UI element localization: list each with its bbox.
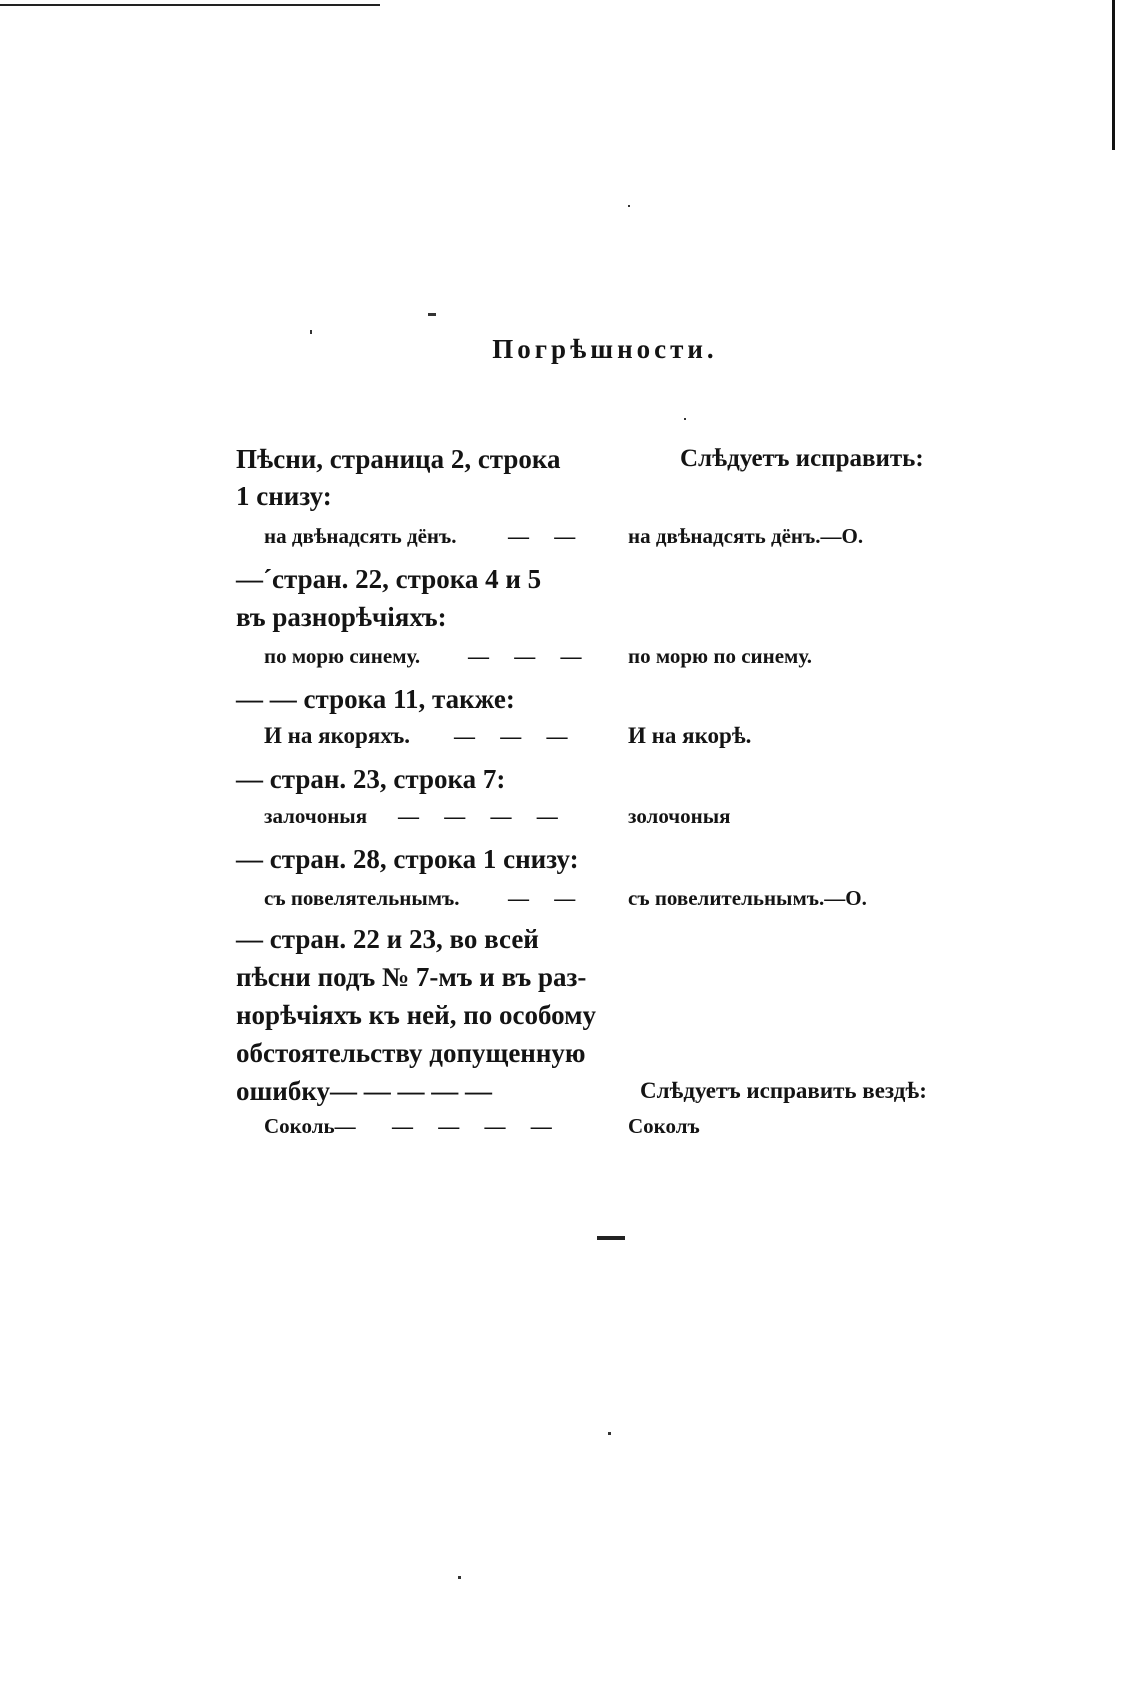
- correct-text: на двѣнадсять дёнъ.—О.: [628, 524, 864, 548]
- scan-speck: [684, 418, 686, 420]
- header-left-line1: Пѣсни, страница 2, строка: [236, 444, 561, 474]
- header-right: Слѣдуетъ исправить:: [680, 445, 924, 472]
- top-rule: [0, 4, 380, 6]
- scan-speck: [428, 313, 436, 316]
- wrong-text: по морю синему.: [264, 644, 421, 668]
- end-separator: [597, 1236, 625, 1240]
- scan-speck: [628, 205, 630, 207]
- location-line: пѣсни подъ № 7-мъ и въ раз-: [236, 962, 587, 992]
- correct-text: съ повелительнымъ.—О.: [628, 886, 867, 910]
- correct-text: золочоныя: [628, 804, 731, 828]
- location-line: — стран. 28, строка 1 снизу:: [236, 844, 579, 874]
- filler-dashes: — — —: [468, 644, 592, 668]
- location-line: норѣчіяхъ къ ней, по особому: [236, 1000, 597, 1030]
- wrong-text: съ повелятельнымъ.: [264, 886, 460, 910]
- filler-dashes: — —: [508, 886, 586, 910]
- wrong-text: Соколь—: [264, 1114, 356, 1138]
- correct-text: Соколъ: [628, 1114, 700, 1138]
- correct-text: И на якорѣ.: [628, 723, 752, 748]
- location-line: —´стран. 22, строка 4 и 5: [236, 564, 542, 594]
- location-line: — стран. 22 и 23, во всей: [236, 924, 539, 954]
- wrong-text: И на якоряхъ.: [264, 723, 411, 748]
- scan-speck: [458, 1576, 461, 1579]
- scan-speck: [608, 1432, 611, 1435]
- header-left-line2: 1 снизу:: [236, 481, 332, 511]
- filler-dashes: — —: [508, 524, 586, 548]
- location-line: обстоятельству допущенную: [236, 1038, 586, 1068]
- page-title: Погрѣшности.: [492, 334, 718, 364]
- filler-dashes: — — —: [454, 724, 578, 748]
- location-line: — — строка 11, также:: [236, 684, 515, 714]
- correct-text: Слѣдуетъ исправить вездѣ:: [640, 1078, 927, 1103]
- wrong-text: залочоныя: [264, 804, 368, 828]
- filler-dashes: — — — —: [398, 804, 568, 828]
- wrong-text: на двѣнадсять дёнъ.: [264, 524, 457, 548]
- location-line: ошибку— — — — —: [236, 1076, 493, 1106]
- correct-text: по морю по синему.: [628, 644, 812, 668]
- page-spine-edge: [1112, 0, 1115, 150]
- location-line: въ разнорѣчіяхъ:: [236, 602, 447, 632]
- filler-dashes: — — — —: [392, 1114, 562, 1138]
- location-line: — стран. 23, строка 7:: [236, 764, 506, 794]
